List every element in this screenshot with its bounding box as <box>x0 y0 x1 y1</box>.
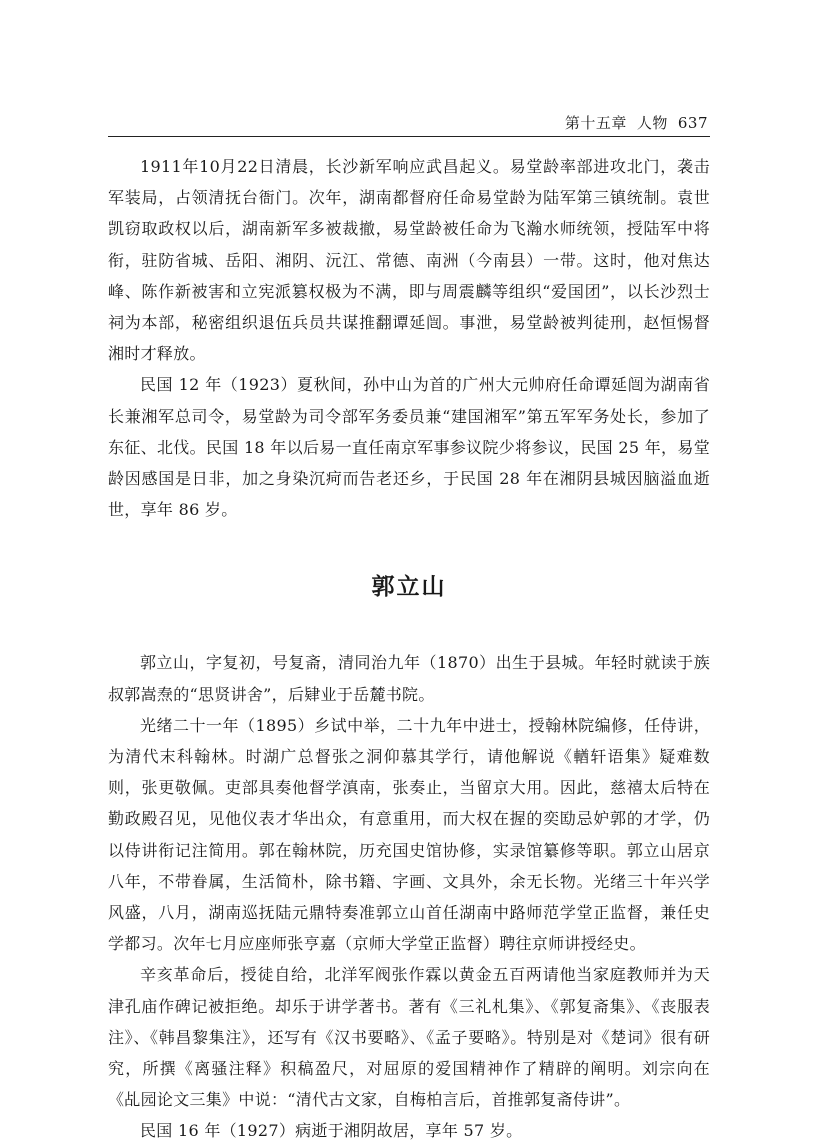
page-header <box>108 112 708 136</box>
paragraph: 民国 12 年（1923）夏秋间，孙中山为首的广州大元帅府任命谭延闿为湖南省长兼湘军总司令，易堂龄为司令部军务委员兼“建国湘军”第五军军务处长，参加了东征、北伐。民国 18 年以后易一直任南京军事参议院少将参议，民国 25 年，易堂龄因感国是日非，加之身染沉疴而告老还乡，于民国 28 年在湘阴县城因脑溢血逝世，享年 86 岁。 <box>108 375 710 520</box>
page-number: 637 <box>677 114 708 132</box>
paragraph: 民国 16 年（1927）病逝于湘阴故居，享年 57 岁。 <box>140 1121 523 1141</box>
page-body <box>108 151 710 1147</box>
paragraph: 辛亥革命后，授徒自给，北洋军阀张作霖以黄金五百两请他当家庭教师并为天津孔庙作碑记被拒绝。却乐于讲学著书。著有《三礼札集》、《郭复斋集》、《丧服表注》、《韩昌黎集注》，还写有《汉书要略》、《孟子要略》。特别是对《楚词》很有研究，所撰《离骚注释》积稿盈尺，对屈原的爱国精神作了精辟的阐明。刘宗向在《乩园论文三集》中说：“清代古文家，自梅柏言后，首推郭复斋侍讲”。 <box>108 965 710 1110</box>
section-label: 人物 <box>636 114 668 132</box>
paragraph: 郭立山，字复初，号复斋，清同治九年（1870）出生于县城。年轻时就读于族叔郭嵩焘的“思贤讲舍”，后肄业于岳麓书院。 <box>108 653 710 704</box>
section-title: 郭立山 <box>371 574 447 601</box>
chapter-label: 第十五章 <box>564 114 627 132</box>
header-divider <box>108 136 710 137</box>
paragraph: 1911年10月22日清晨，长沙新军响应武昌起义。易堂龄率部进攻北门，袭击军装局，占领清抚台衙门。次年，湖南都督府任命易堂龄为陆军第三镇统制。袁世凯窃取政权以后，湖南新军多被裁撤，易堂龄被任命为飞瀚水师统领，授陆军中将衔，驻防省城、岳阳、湘阴、沅江、常德、南洲（今南县）一带。这时，他对焦达峰、陈作新被害和立宪派篡权极为不满，即与周震麟等组织“爱国团”，以长沙烈士祠为本部，秘密组织退伍兵员共谋推翻谭延闿。事泄，易堂龄被判徒刑，赵恒惕督湘时才释放。 <box>108 157 710 364</box>
paragraph: 光绪二十一年（1895）乡试中举，二十九年中进士，授翰林院编修，任侍讲，为清代末科翰林。时湖广总督张之洞仰慕其学行，请他解说《輶轩语集》疑难数则，张更敬佩。吏部具奏他督学滇南，张奏止，当留京大用。因此，慈禧太后特在勤政殿召见，见他仪表才华出众，有意重用，而大权在握的奕劻忌妒郭的才学，仍以侍讲衔记注简用。郭在翰林院，历充国史馆协修，实录馆纂修等职。郭立山居京八年，不带眷属，生活简朴，除书籍、字画、文具外，余无长物。光绪三十年兴学风盛，八月，湖南巡抚陆元鼎特奏准郭立山首任湖南中路师范学堂正监督，兼任史学都习。次年七月应座师张亨嘉（京师大学堂正监督）聘往京师讲授经史。 <box>108 715 710 954</box>
section-gap <box>108 525 710 535</box>
